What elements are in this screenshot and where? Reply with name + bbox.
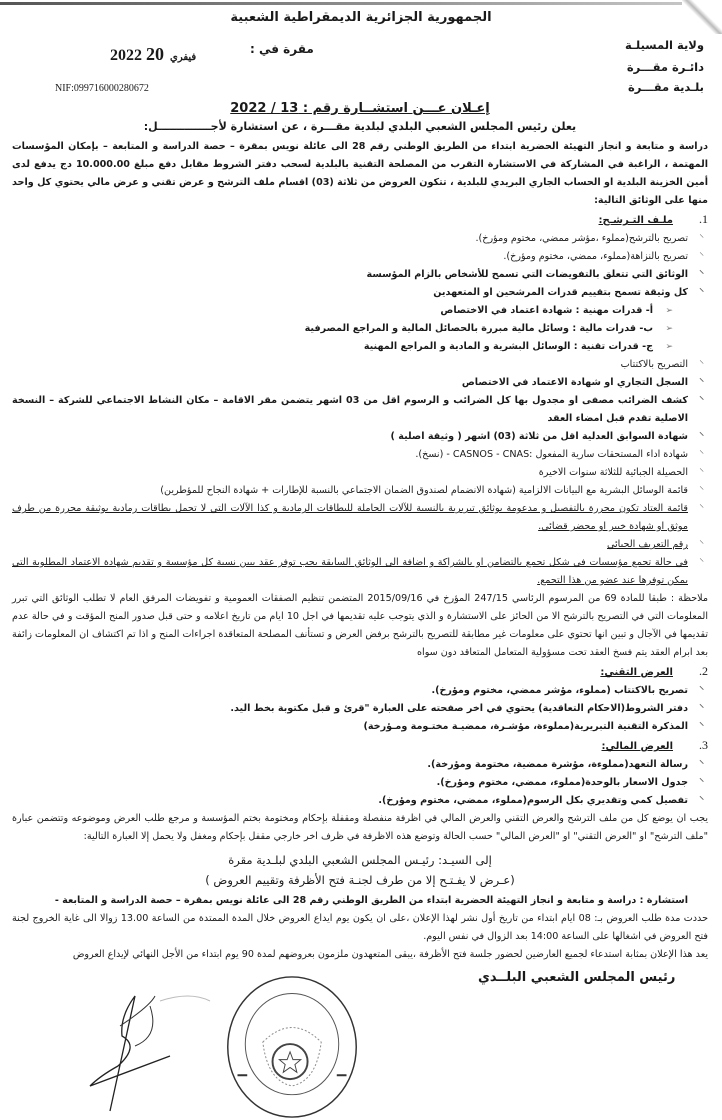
section-1-list [12, 230, 708, 302]
list-item: ⸍ تفصيل كمي وتقديري بكل الرسوم(مملوء، ممضي، مختوم ومؤرخ). [12, 792, 688, 810]
list-item: ⸍ السجل التجاري او شهادة الاعتماد في الاختصاص [12, 374, 688, 392]
list-item: ⸍ شهادة السوابق العدلية اقل من ثلاثة (03) اشهر ( وثيقة اصلية ) [12, 428, 688, 446]
list-item: ⸍ في حالة تجمع مؤسسات في شكل تجمع بالتضامن او بالشراكة و اضافة الى الوثائق السابقة يجب توفر عقد يبين نسبة كل مؤسسة و تقديم شهادة الاعتماد المطلوبة التي يمكن توفرها عند عضو من هذا التجمع. [12, 554, 688, 590]
list-item: ➢ ب- قدرات مالية : وسائل مالية مبررة بالحصائل المالية و المراجع المصرفية [12, 320, 653, 338]
section-3-list [12, 756, 708, 810]
closing-deadline: حددت مدة طلب العروض بـ: 08 ايام ابتداء من تاريخ أول نشر لهذا الإعلان ،على ان يكون يوم ايداع العروض خلال المدة الممتدة من الساعة 13.00 زوالا الى غاية الخروج لجنة فتح العروض في اشغالها على الساعة 14:00 بعد الزوال في نفس اليوم. [12, 913, 709, 942]
list-item: ⸍ جدول الاسعار بالوحدة(مملوء، ممضي، مختوم ومؤرخ). [12, 774, 688, 792]
daira: دائـرة مقـــرة [626, 60, 704, 74]
place-label: مقرة في : [250, 42, 314, 56]
document-flow [12, 100, 708, 1120]
section-3-heading: 3.العرض المالي: [601, 738, 708, 752]
envelope-notice: (عـرض لا يفـتـح إلا من طرف لجنـة فتح الأظرفة وتقييم العروض ) [205, 873, 515, 887]
list-item: ⸍ قائمة العتاد تكون محررة بالتفصيل و مدعومة بوثائق تبريرية بالنسبة للآلات الحاملة للبطاقات الرمادية و كذا الآلات التي لا تحمل بطاقات رمادية بوثيقة محررة من طرف موثق او شهادة خبير او محضر قضائي. [12, 500, 688, 536]
closing-validity: يعد هذا الإعلان بمثابة استدعاء لجميع العارضين لحضور جلسة فتح الأظرفة ،يبقى المتعهدون ملزمون بعروضهم لمدة 90 يوم ابتداء من الأجل النهائي لإيداع العروض [72, 949, 708, 960]
intro-paragraph: دراسة و متابعة و انجاز التهيئة الحضرية ابتداء من الطريق الوطني رقم 28 الى عائلة نويس بمقرة – حصة الدراسة و المتابعة – بإمكان المؤسسات المهتمة ، الراغبة في المشاركة في الاستشارة التقرب من المصلحة التقنية بالبلدية لسحب دفتر الشروط مقابل دفع مبلغ 10.000.00 دج يدفع لدى أمين الخزينة البلدية او الحساب الجاري البريدي للبلدية ، تتكون العروض من ثلاثة (03) اقسام ملف الترشح و عرض تقني و عرض مالي يحتوي كل واحد منها على الوثائق التالية: [12, 141, 708, 206]
scan-edge [0, 2, 722, 5]
date-month: فيفري [170, 52, 197, 63]
list-item: ➢ ج- قدرات تقنية : الوسائل البشرية و المادية و المراجع المهنية [12, 338, 653, 356]
date-year: 2022 [110, 47, 142, 64]
list-item: ⸍ كشف الضرائب مصفى او مجدول بها كل الضرائب و الرسوم اقل من 03 اشهر يتضمن مقر الاقامة – مكان النشاط الاجتماعي للشركة – النسخة الاصلية تقدم قبل امضاء العقد [12, 392, 688, 428]
section-1-heading: 1.ملـف التـرشـح: [598, 212, 708, 226]
list-item: ⸍ الحصيلة الجبائية للثلاثة سنوات الاخيرة [12, 464, 688, 482]
envelope-paragraph: يجب ان يوضع كل من ملف الترشح والعرض التقني والعرض المالي في اظرفة منفصلة ومقفلة بإحكام ومختومة بختم المؤسسة و مرجع طلب العرض وموضوعه وتتضمن عبارة "ملف الترشح" او "العرض التقني" او "العرض المالي" حسب الحالة وتوضع هذه الاظرفة في ظرف اخر خارجي مقفل بإحكام ومغفل ولا يحمل إلا العبارة التالية: [12, 813, 708, 842]
handwritten-signature [60, 976, 220, 1116]
list-item: ⸍ رقم التعريف الجبائي [12, 536, 688, 554]
list-item: ⸍ تصريح بالنزاهة(مملوء، ممضي، مختوم ومؤرخ). [12, 248, 688, 266]
list-item: ⸍ تصريح بالترشح(مملوء ،مؤشر ممضي، مختوم ومؤرخ). [12, 230, 688, 248]
announcement-subtitle: يعلن رئيس المجلس الشعبي البلدي لبلدية مقـــرة ، عن استشارة لأجــــــــــــــل: [143, 120, 577, 133]
list-item: ⸍ المذكرة التقنية التبريرية(مملوءة، مؤشـرة، ممضيـة مختـومة ومـؤرخة) [12, 718, 688, 736]
list-item: ⸍ الوثائق التي تتعلق بالتفويضات التي تسمح للأشخاص بالزام المؤسسة [12, 266, 688, 284]
wilaya: ولاية المسيلـة [625, 38, 704, 52]
list-item: ⸍ رسالة التعهد(مملوءة، مؤشرة ممضية، مختومة ومؤرخة). [12, 756, 688, 774]
signature-block [12, 970, 708, 1120]
signature-title: رئيس المجلس الشعبي البلــدي [478, 970, 676, 985]
section-2-list [12, 682, 708, 736]
list-item: ➢ أ- قدرات مهنية : شهادة اعتماد في الاختصاص [12, 302, 653, 320]
official-stamp [222, 974, 362, 1120]
list-item: ⸍ شهادة اداء المستحقات سارية المفعول :CASNOS - CNAS - (نسخ). [12, 446, 688, 464]
commune: بلـدية مقـــرة [627, 80, 704, 94]
date-stamp [110, 44, 202, 68]
republic-heading: الجمهورية الجزائرية الديمقراطية الشعبية [230, 10, 492, 25]
closing-subject: استشارة : دراسة و متابعة و انجاز التهيئة الحضرية ابتداء من الطريق الوطني رقم 28 الى عائلة نويس بمقرة – حصة الدراسة و المتابعة - [54, 895, 688, 906]
envelope-address: إلى السيـد: رئيـس المجلس الشعبي البلدي لبلـدية مقرة [228, 853, 492, 867]
list-item: ⸍ دفتر الشروط(الاحكام التعاقدية) يحتوي في اخر صفحته على العبارة "قرئ و قبل مكتوبة بخط اليد. [12, 700, 688, 718]
capacities-list [12, 302, 708, 356]
list-item: ⸍ تصريح بالاكتتاب (مملوء، مؤشر ممضي، مختوم ومؤرخ). [12, 682, 688, 700]
document-body [12, 138, 708, 964]
list-item: ⸍ كل وثيقة تسمح بتقييم قدرات المرشحين او المتعهدين [12, 284, 688, 302]
list-item: ⸍ قائمة الوسائل البشرية مع البيانات الالزامية (شهادة الانضمام لصندوق الضمان الاجتماعي بالنسبة للإطارات + شهادة النجاح للمؤطرين) [12, 482, 688, 500]
announcement-title: إعـلان عـــن استشــارة رقم : 13 / 2022 [230, 101, 490, 116]
date-day: 20 [146, 44, 164, 64]
section-2-heading: 2.العرض التقني: [600, 664, 708, 678]
nif-number: NIF:099716000280672 [55, 83, 149, 94]
note-paragraph: ملاحظة : طبقا للمادة 69 من المرسوم الرئاسي 247/15 المؤرخ في 2015/09/16 المتضمن تنظيم الصفقات العمومية و تفويضات المرفق العام لا تطلب الوثائق التي تبرر المعلومات التي في التصريح بالترشح الا من الحائز على الاستشارة و الذي يتوجب عليه تقديمها في اجل 10 ايام من تاريخ اعلامه و حتى قبل صدور المنح المؤقت و في حالة عدم تقديمها في الآجال و تبين انها تحتوي على معلومات غير مطابقة للتصريح بالترشح برفض العرض و تستأنف المصلحة المتعاقدة اجراءات المنح و اذا تم اكتشاف ان المعلومات زائفة بعد ابرام العقد يتم فسخ العقد تحت مسؤولية المتعامل المتعاقد دون سواه [12, 593, 708, 658]
section-1-list-2 [12, 356, 708, 590]
list-item: ⸍ التصريح بالاكتتاب [12, 356, 688, 374]
